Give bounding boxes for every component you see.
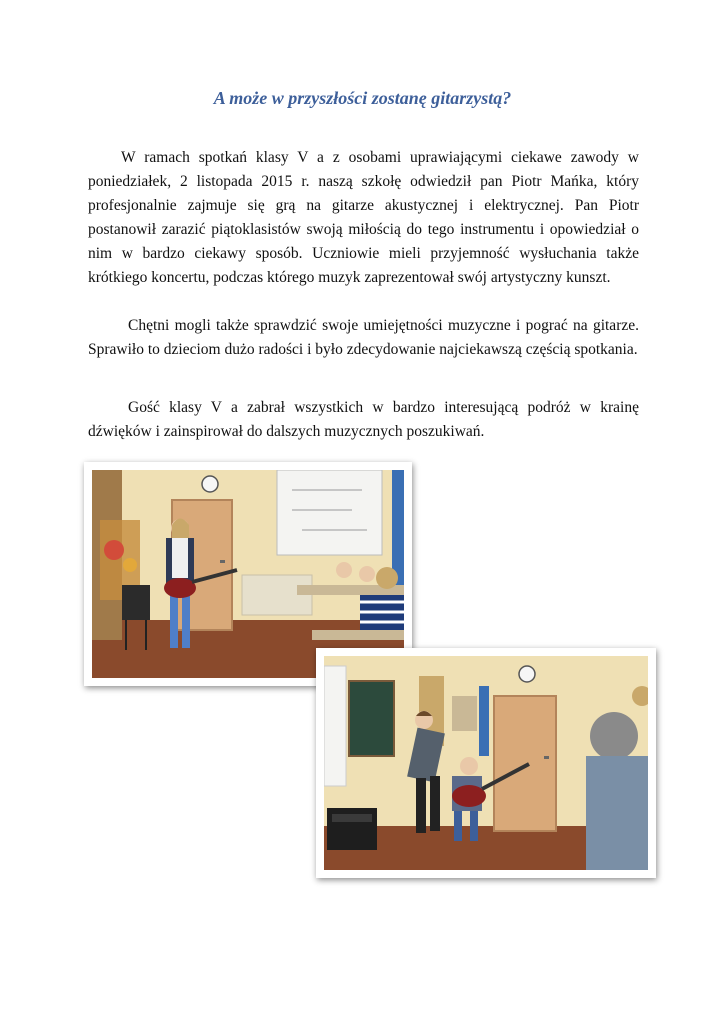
photo-teacher-guitar (316, 648, 656, 878)
paragraph-closing: Gość klasy V a zabrał wszystkich w bardzo interesującą podróż w krainę dźwięków i zainspirował do dalszych muzycznych poszukiwań. (88, 399, 639, 440)
classroom-photo-student-guitar-icon (92, 470, 404, 678)
paragraph-intro: W ramach spotkań klasy V a z osobami uprawiającymi ciekawe zawody w poniedziałek, 2 listopada 2015 r. naszą szkołę odwiedził pan Piotr Mańka, który profesjonalnie zajmuje się grą na gitarze akustycznej i elektrycznej. Pan Piotr postanowił zarazić piątoklasistów swoją miłością do tego instrumentu i opowiedział o nim w bardzo ciekawy sposób. Uczniowie mieli przyjemność wysłuchania także krótkiego koncertu, podczas którego muzyk zaprezentował swój artystyczny kunszt. (88, 149, 639, 286)
classroom-photo-teacher-guitar-icon (324, 656, 648, 870)
paragraph-practice: Chętni mogli także sprawdzić swoje umiejętności muzyczne i pograć na gitarze. Sprawiło to dzieciom dużo radości i było zdecydowanie najciekawszą częścią spotkania. (88, 317, 639, 358)
page-title: A może w przyszłości zostanę gitarzystą? (213, 88, 512, 108)
